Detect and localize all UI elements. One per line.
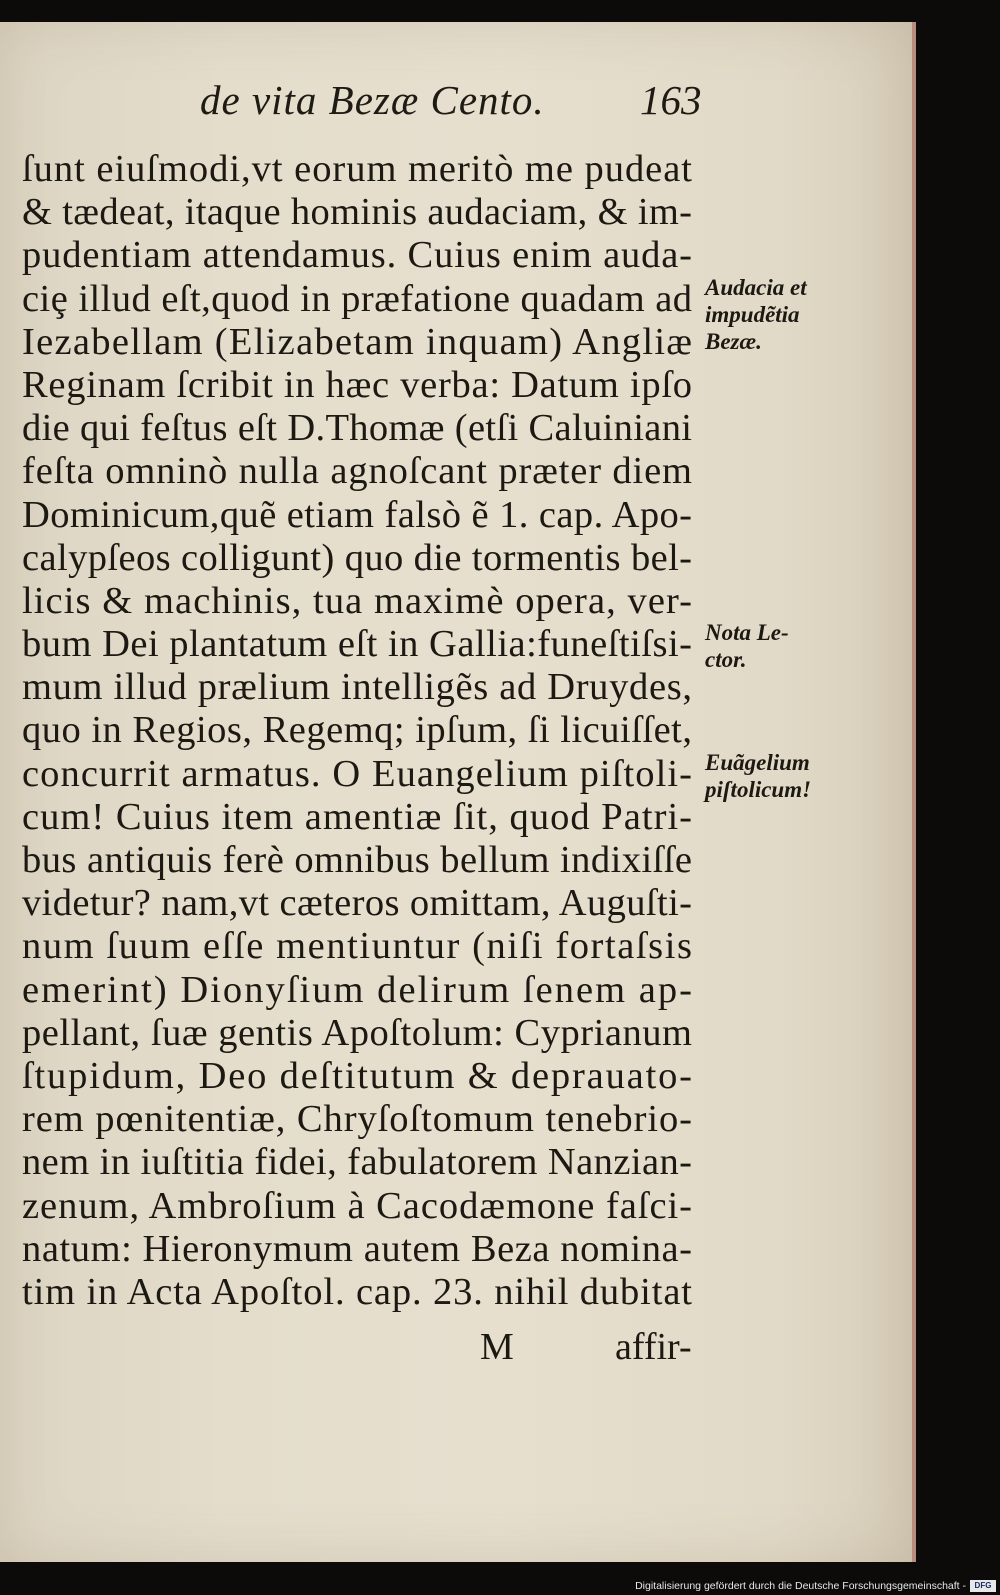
text-line: concurrit armatus. O Euangelium piſtoli- [22, 752, 694, 795]
text-line: & tædeat, itaque hominis audaciam, & im- [22, 191, 693, 234]
catchword: affir- [615, 1326, 692, 1368]
text-line: Reginam ſcribit in hæc verba: Datum ipſo [22, 363, 693, 406]
book-page [0, 22, 916, 1562]
margin-note-line: impudẽtia [705, 301, 800, 327]
text-line: calypſeos colligunt) quo die tormentis bel- [22, 536, 693, 579]
text-line: cum! Cuius item amentiæ ſit, quod Patri- [22, 795, 694, 838]
margin-note [705, 619, 845, 673]
text-line: tim in Acta Apoſtol. cap. 23. nihil dubitat [22, 1270, 693, 1313]
footer-credit: Digitalisierung gefördert durch die Deutsche Forschungsgemeinschaft - [635, 1580, 966, 1592]
digitization-footer [0, 1578, 1000, 1595]
text-line: Iezabellam (Elizabetam inquam) Angliæ [22, 320, 694, 363]
text-line: pudentiam attendamus. Cuius enim auda- [22, 234, 693, 277]
catchword-line [0, 1325, 912, 1375]
text-line: bum Dei plantatum eſt in Gallia:funeſtiſsi- [22, 623, 693, 666]
text-line: Dominicum,quẽ etiam falsò ẽ 1. cap. Apo- [22, 493, 693, 536]
text-line: bus antiquis ferè omnibus bellum indixiſſe [22, 839, 693, 881]
text-line: quo in Regios, Regemq; ipſum, ſi licuiſſet, [22, 709, 693, 752]
text-line: feſta omninò nulla agnoſcant præter diem [22, 450, 693, 493]
text-line: natum: Hieronymum autem Beza nomina- [22, 1227, 693, 1270]
text-line: ſtupidum, Deo deſtitutum & deprauato- [22, 1054, 694, 1097]
margin-note-line: Euãgelium [705, 749, 810, 775]
dfg-logo: DFG [970, 1580, 996, 1592]
text-line: rem pœnitentiæ, Chryſoſtomum tenebrio- [22, 1098, 693, 1141]
text-line: pellant, ſuæ gentis Apoſtolum: Cyprianum [22, 1011, 693, 1054]
margin-note-line: Bezæ. [705, 328, 762, 354]
page-header [0, 74, 912, 144]
margin-note-line: ctor. [705, 647, 747, 673]
margin-note-line: Audacia et [705, 274, 807, 300]
running-title: de vita Bezæ Cento. [200, 77, 545, 123]
margin-note-line: Nota Le- [705, 620, 789, 646]
text-line: zenum, Ambroſium à Cacodæmone faſci- [22, 1184, 693, 1227]
text-line: licis & machinis, tua maximè opera, ver- [22, 579, 694, 622]
text-line: emerint) Dionyſium delirum ſenem ap- [22, 968, 695, 1011]
margin-note-line: piſtolicum! [705, 776, 812, 802]
text-line: num ſuum eſſe mentiuntur (niſi fortaſsis [22, 925, 694, 968]
text-line: mum illud prælium intelligẽs ad Druydes, [22, 666, 693, 709]
text-line: die qui feſtus eſt D.Thomæ (etſi Caluiniani [22, 407, 693, 450]
text-line: videtur? nam,vt cæteros omittam, Auguſti- [22, 882, 693, 925]
margin-note [705, 274, 845, 355]
margin-note [705, 749, 845, 803]
body-text [22, 148, 702, 1314]
page-number: 163 [640, 77, 702, 123]
text-line: ſunt eiuſmodi,vt eorum meritò me pudeat [22, 148, 693, 190]
text-line: ciȩ illud eſt,quod in præfatione quadam ad [22, 277, 693, 320]
signature-mark: M [480, 1326, 514, 1368]
text-line: nem in iuſtitia fidei, fabulatorem Nanzian- [22, 1141, 693, 1184]
